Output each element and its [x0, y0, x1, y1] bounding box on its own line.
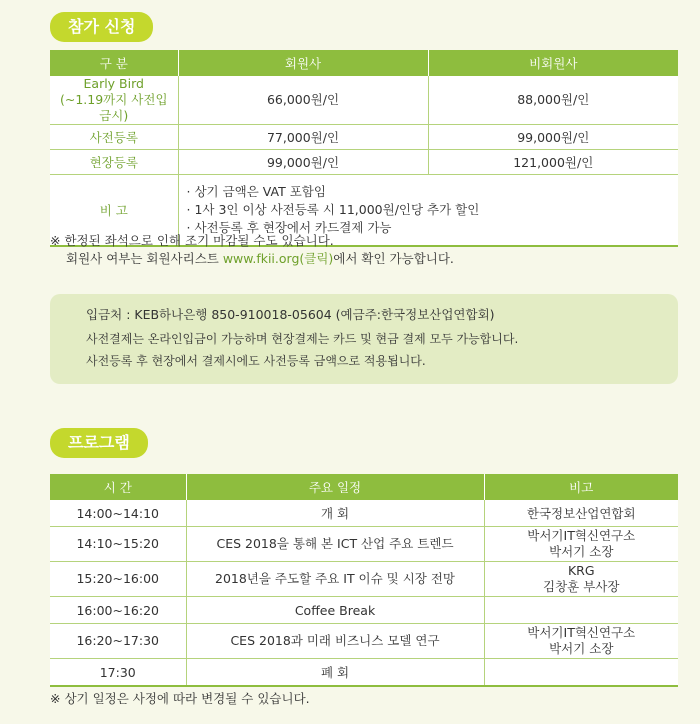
program-note-line2: 박서기 소장: [549, 544, 614, 559]
registration-note-line1: ※ 한정된 좌석으로 인해 조기 마감될 수도 있습니다.: [50, 233, 334, 248]
program-item: CES 2018과 미래 비즈니스 모델 연구: [186, 624, 484, 659]
fee-notes-label: 비 고: [50, 175, 178, 247]
fee-note-item: · 상기 금액은 VAT 포함임: [186, 184, 326, 199]
fee-note-item: · 사전등록 후 현장에서 카드결제 가능: [186, 220, 392, 235]
payment-bank-account: 입금처 : KEB하나은행 850-910018-05604 (예금주:한국정보산업연합회): [86, 307, 495, 322]
program-note-line1: 박서기IT혁신연구소: [527, 625, 636, 640]
program-time: 14:00~14:10: [50, 500, 186, 527]
program-header-note: 비고: [484, 474, 678, 500]
fee-table: [50, 50, 678, 247]
fee-nonmember-price: 88,000원/인: [428, 76, 678, 125]
fee-header-member: 회원사: [178, 50, 428, 76]
program-item: 2018년을 주도할 주요 IT 이슈 및 시장 전망: [186, 562, 484, 597]
fee-header-row: [50, 50, 678, 76]
program-row: [50, 562, 678, 597]
registration-note-suffix: 에서 확인 가능합니다.: [333, 251, 454, 266]
fee-member-price: 99,000원/인: [178, 150, 428, 175]
section-title-registration: 참가 신청: [50, 12, 153, 42]
fee-nonmember-price: 99,000원/인: [428, 125, 678, 150]
program-note-line1: KRG: [567, 563, 595, 578]
fee-member-price: 77,000원/인: [178, 125, 428, 150]
program-note: [484, 597, 678, 624]
program-note: [484, 527, 678, 562]
fee-row-early-bird: [50, 76, 678, 125]
program-time: 15:20~16:00: [50, 562, 186, 597]
program-item: 폐 회: [186, 659, 484, 687]
fee-row-label-line2: (~1.19까지 사전입금시): [59, 92, 168, 123]
program-note: [484, 659, 678, 687]
fee-row-label-line1: Early Bird: [83, 76, 144, 91]
program-note-footer: ※ 상기 일정은 사정에 따라 변경될 수 있습니다.: [50, 691, 310, 706]
fee-row-onsite: [50, 150, 678, 175]
program-row: [50, 527, 678, 562]
program-row: [50, 659, 678, 687]
fee-note-item: · 1사 3인 이상 사전등록 시 11,000원/인당 추가 할인: [186, 202, 480, 217]
program-time: 16:20~17:30: [50, 624, 186, 659]
fee-row-label: [50, 76, 178, 125]
registration-note-prefix: 회원사 여부는 회원사리스트: [66, 251, 223, 266]
program-item: Coffee Break: [186, 597, 484, 624]
registration-note: [50, 232, 454, 268]
program-note-line2: 박서기 소장: [549, 641, 614, 656]
program-row: [50, 500, 678, 527]
program-header-item: 주요 일정: [186, 474, 484, 500]
program-row: [50, 597, 678, 624]
program-header-row: [50, 474, 678, 500]
program-time: 16:00~16:20: [50, 597, 186, 624]
fee-nonmember-price: 121,000원/인: [428, 150, 678, 175]
program-note-line2: 김창훈 부사장: [543, 579, 620, 594]
program-item: 개 회: [186, 500, 484, 527]
fee-row-preregistration: [50, 125, 678, 150]
program-time: 17:30: [50, 659, 186, 687]
fee-header-category: 구 분: [50, 50, 178, 76]
program-item: CES 2018을 통해 본 ICT 산업 주요 트렌드: [186, 527, 484, 562]
fee-member-price: 66,000원/인: [178, 76, 428, 125]
program-note: [484, 562, 678, 597]
fee-row-label: 사전등록: [50, 125, 178, 150]
payment-info-line1: 사전결제는 온라인입금이 가능하며 현장결제는 카드 및 현금 결제 모두 가능합니다.: [86, 332, 519, 346]
fee-row-label: 현장등록: [50, 150, 178, 175]
registration-note-line2: [50, 250, 454, 268]
program-note: [484, 500, 678, 527]
member-list-link[interactable]: www.fkii.org(클릭): [222, 251, 334, 266]
program-note-line1: 박서기IT혁신연구소: [527, 528, 636, 543]
program-time: 14:10~15:20: [50, 527, 186, 562]
program-note: [484, 624, 678, 659]
program-note-line1: 한국정보산업연합회: [526, 506, 636, 521]
program-row: [50, 624, 678, 659]
section-title-program: 프로그램: [50, 428, 148, 458]
program-header-time: 시 간: [50, 474, 186, 500]
fee-header-nonmember: 비회원사: [428, 50, 678, 76]
payment-info-line2: 사전등록 후 현장에서 결제시에도 사전등록 금액으로 적용됩니다.: [86, 354, 426, 368]
payment-info-box: [50, 294, 678, 384]
program-table: [50, 474, 678, 687]
